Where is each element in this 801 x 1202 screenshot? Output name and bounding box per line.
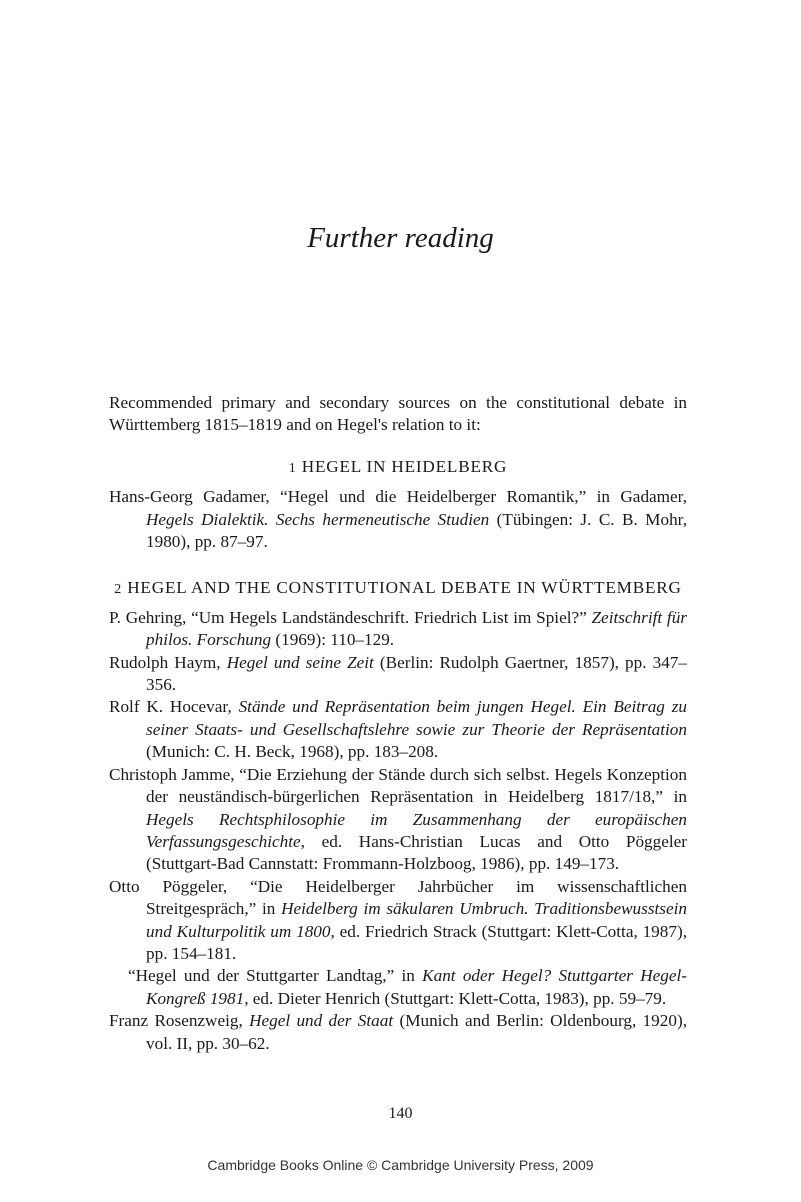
entry-text: Christoph Jamme, “Die Erziehung der Stände durch sich selbst. Hegels Konzeption der neuständisch-bürgerlichen Repräsentation in Heidelberg 1817/18,” in — [109, 764, 687, 807]
entry-text: Hans-Georg Gadamer, “Hegel und die Heidelberger Romantik,” in Gadamer, — [109, 487, 687, 507]
entry-title: Hegels Rechtsphilosophie im Zusammenhang der europäischen Verfassungsgeschichte — [146, 809, 687, 851]
section-heading-1 — [109, 456, 687, 480]
entry-text: (1969): 110–129. — [271, 630, 395, 650]
entry-text: “Hegel und der Stuttgarter Landtag,” in — [128, 966, 423, 986]
entry-text: Franz Rosenzweig, — [109, 1011, 250, 1031]
entry-text: (Tübingen: J. C. B. Mohr, 1980), pp. 87–97. — [146, 509, 687, 552]
entry-text: Otto Pöggeler, “Die Heidelberger Jahrbücher im wissenschaftlichen Streitgespräch,” in — [109, 876, 687, 919]
section-heading-2 — [109, 577, 687, 601]
footer-copyright: Cambridge Books Online © Cambridge University Press, 2009 — [207, 1157, 594, 1173]
bibliography-entry — [109, 1010, 687, 1055]
bibliography-entry — [109, 876, 687, 966]
entry-title: Kant oder Hegel? Stuttgarter Hegel-Kongreß 1981 — [146, 966, 687, 1008]
entry-title: Stände und Repräsentation beim jungen Hegel. Ein Beitrag zu seiner Staats- und Gesellschaftslehre sowie zur Theorie der Repräsentation — [146, 697, 688, 739]
entry-title: Hegel und seine Zeit — [226, 652, 374, 672]
section-title: HEGEL AND THE CONSTITUTIONAL DEBATE IN WÜRTTEMBERG — [127, 578, 682, 598]
entry-text: (Berlin: Rudolph Gaertner, 1857), pp. 347–356. — [146, 652, 687, 695]
bibliography-entry — [109, 764, 687, 876]
bibliography-entry — [109, 652, 687, 697]
entry-text: , ed. Friedrich Strack (Stuttgart: Klett-Cotta, 1987), pp. 154–181. — [146, 921, 687, 963]
bibliography-entry — [109, 696, 687, 763]
entry-text: , ed. Dieter Henrich (Stuttgart: Klett-Cotta, 1983), pp. 59–79. — [244, 988, 667, 1008]
entry-text: Rolf K. Hocevar, — [109, 697, 239, 717]
entry-text: , ed. Hans-Christian Lucas and Otto Pöggeler (Stuttgart-Bad Cannstatt: Frommann-Holzboog, 1986), pp. 149–173. — [146, 831, 687, 874]
main-content — [109, 392, 687, 1055]
page-title: Further reading — [307, 222, 494, 254]
entry-text: (Munich and Berlin: Oldenbourg, 1920), vol. II, pp. 30–62. — [146, 1011, 687, 1053]
bibliography-entry — [109, 486, 687, 553]
entry-text: P. Gehring, “Um Hegels Landständeschrift. Friedrich List im Spiel?” — [109, 607, 592, 627]
entry-title: Zeitschrift für philos. Forschung — [146, 607, 687, 650]
entry-text: Rudolph Haym, — [109, 652, 227, 672]
section-number: 1 — [288, 460, 296, 476]
bibliography-entry — [109, 965, 687, 1010]
intro-paragraph: Recommended primary and secondary sources on the constitutional debate in Württemberg 1815–1819 and on Hegel's relation to it: — [109, 393, 687, 435]
entry-text: (Munich: C. H. Beck, 1968), pp. 183–208. — [146, 742, 439, 762]
section-number: 2 — [114, 582, 122, 598]
entry-title: Heidelberg im säkularen Umbruch. Traditionsbewusstsein und Kulturpolitik um 1800 — [146, 899, 687, 941]
entry-title: Hegel und der Staat — [249, 1011, 394, 1031]
page-number: 140 — [388, 1105, 413, 1122]
bibliography-entry — [109, 607, 687, 652]
section-title: HEGEL IN HEIDELBERG — [301, 456, 508, 476]
entry-title: Hegels Dialektik. Sechs hermeneutische Studien — [146, 509, 490, 529]
